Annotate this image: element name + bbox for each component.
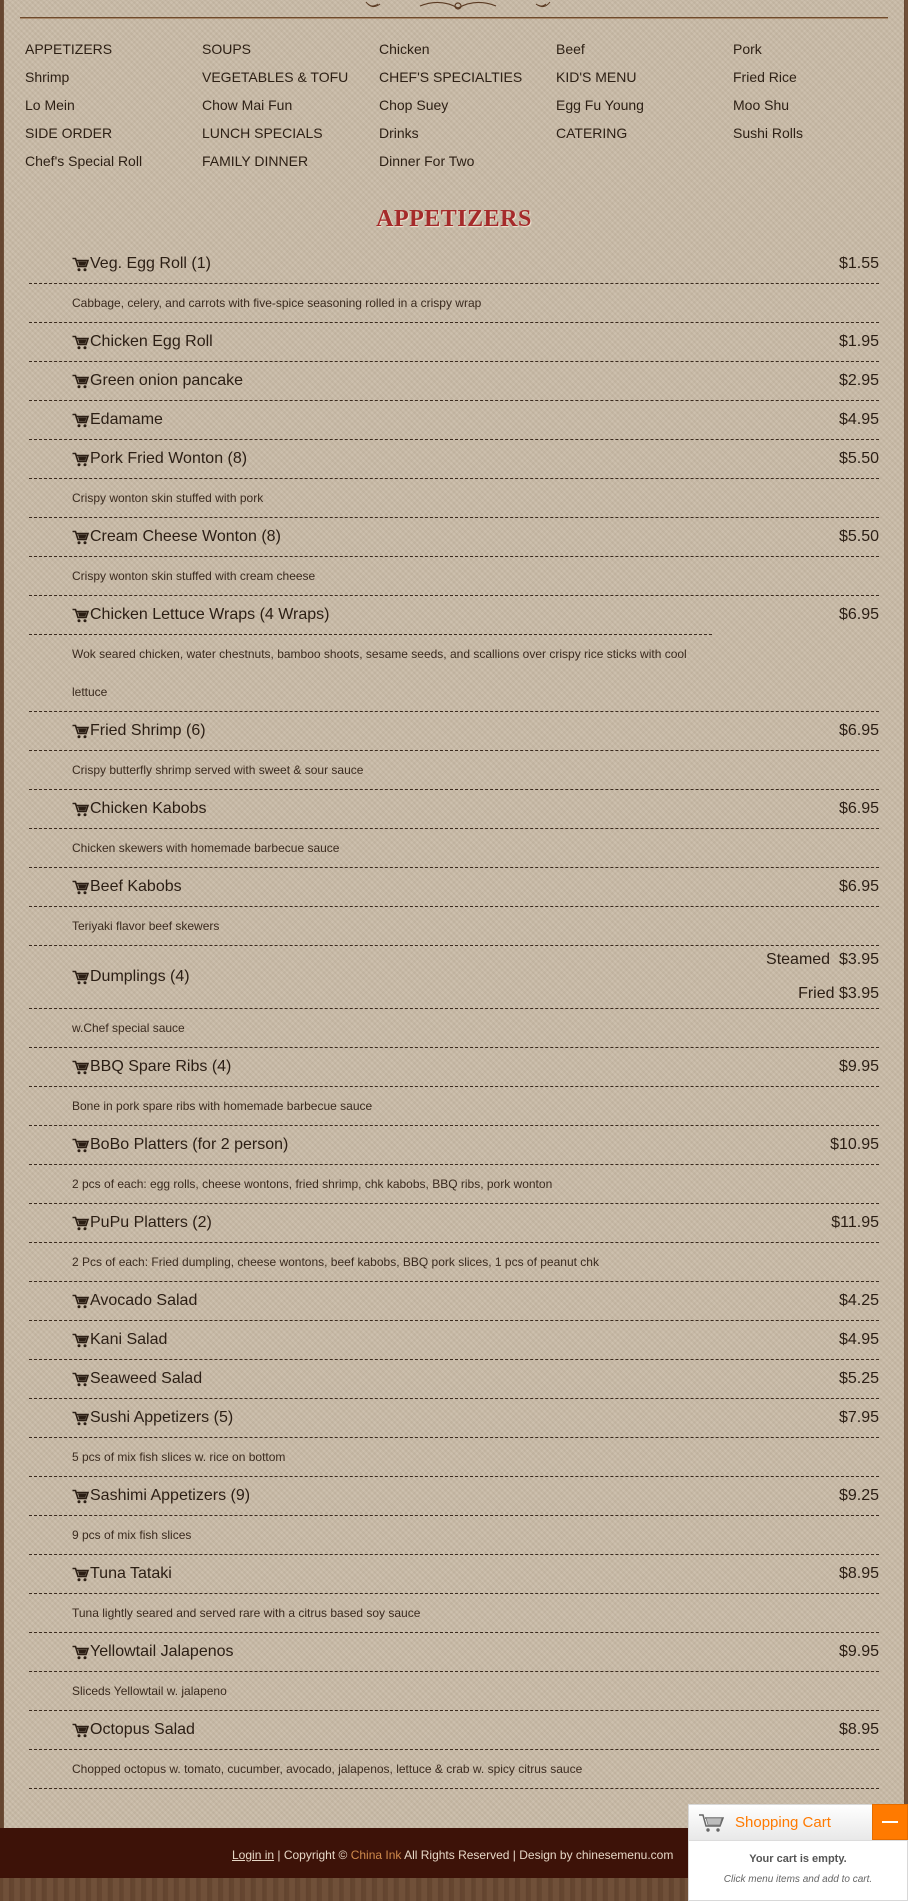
menu-item-name-text[interactable]: Seaweed Salad — [90, 1370, 203, 1387]
menu-item-row[interactable] — [29, 1126, 879, 1164]
menu-item-price: $9.25 — [838, 1487, 879, 1504]
menu-item — [29, 362, 879, 401]
menu-item-row[interactable] — [29, 401, 879, 439]
menu-item-row[interactable] — [29, 1048, 879, 1086]
nav-link[interactable]: Chow Mai Fun — [202, 97, 293, 113]
menu-item — [29, 1321, 879, 1360]
menu-item-name[interactable] — [72, 372, 243, 390]
menu-item — [29, 790, 879, 868]
cart-icon[interactable] — [72, 1645, 89, 1660]
menu-item — [29, 1399, 879, 1477]
menu-item-price: $4.25 — [838, 1292, 879, 1309]
menu-item-price: $5.25 — [838, 1370, 879, 1387]
footer-text — [232, 1848, 673, 1862]
menu-item-description: Crispy butterfly shrimp served with sweet & sour sauce — [29, 750, 879, 789]
menu-item-name-text[interactable]: Yellowtail Jalapenos — [90, 1643, 234, 1660]
rights-text: All Rights Reserved | Design by chinesemenu.com — [401, 1848, 674, 1862]
copyright-text: | Copyright © — [274, 1848, 351, 1862]
menu-item-name-text[interactable]: Fried Shrimp (6) — [90, 722, 206, 739]
menu-item-row[interactable] — [29, 1399, 879, 1437]
nav-link[interactable]: Chicken — [379, 41, 430, 57]
menu-item-price: $8.95 — [838, 1565, 879, 1582]
menu-item — [29, 245, 879, 323]
menu-item-name[interactable] — [72, 968, 190, 986]
cart-icon[interactable] — [72, 1723, 89, 1738]
menu-item — [29, 1282, 879, 1321]
nav-link[interactable]: SIDE ORDER — [25, 125, 113, 141]
menu-item-row[interactable] — [29, 440, 879, 478]
menu-item-name-text[interactable]: BBQ Spare Ribs (4) — [90, 1058, 232, 1075]
menu-item — [29, 1633, 879, 1711]
menu-item — [29, 440, 879, 518]
menu-item-row[interactable] — [29, 1633, 879, 1671]
nav-link[interactable]: SOUPS — [202, 41, 252, 57]
menu-item-description: Cabbage, celery, and carrots with five-spice seasoning rolled in a crispy wrap — [29, 283, 879, 322]
menu-item — [29, 323, 879, 362]
nav-link[interactable]: Beef — [556, 41, 585, 57]
cart-icon[interactable] — [72, 335, 89, 350]
menu-item-price: $7.95 — [838, 1409, 879, 1426]
menu-item-name[interactable] — [72, 528, 281, 546]
cart-icon[interactable] — [72, 374, 89, 389]
cart-icon[interactable] — [72, 530, 89, 545]
menu-item-row[interactable] — [29, 362, 879, 400]
menu-item-name[interactable] — [72, 878, 182, 896]
menu-item — [29, 712, 879, 790]
cart-icon[interactable] — [72, 1411, 89, 1426]
cart-icon[interactable] — [72, 413, 89, 428]
nav-link[interactable]: Pork — [733, 41, 762, 57]
menu-item-row[interactable] — [29, 1321, 879, 1359]
nav-link[interactable]: Shrimp — [25, 69, 70, 85]
menu-item-price: $2.95 — [838, 372, 879, 389]
menu-item-price: $6.95 — [838, 878, 879, 895]
nav-link[interactable]: Chef's Special Roll — [25, 153, 143, 169]
cart-icon[interactable] — [72, 1138, 89, 1153]
menu-item-description: Crispy wonton skin stuffed with pork — [29, 478, 879, 517]
nav-link[interactable]: APPETIZERS — [25, 41, 113, 57]
cart-icon[interactable] — [72, 608, 89, 623]
menu-item-name[interactable] — [72, 606, 330, 624]
menu-item-name-text[interactable]: Sushi Appetizers (5) — [90, 1409, 234, 1426]
menu-item-row[interactable] — [29, 245, 879, 283]
nav-link[interactable]: VEGETABLES & TOFU — [202, 69, 349, 85]
price-option[interactable]: Fried $3.95 — [798, 985, 879, 1002]
menu-item-name-text[interactable]: Sashimi Appetizers (9) — [90, 1487, 251, 1504]
menu-item-name-text[interactable]: Octopus Salad — [90, 1721, 195, 1738]
menu-item-name-text[interactable]: Cream Cheese Wonton (8) — [90, 528, 281, 545]
menu-item — [29, 1204, 879, 1282]
nav-link[interactable]: Dinner For Two — [379, 153, 475, 169]
cart-title: Shopping Cart — [735, 1814, 831, 1831]
menu-item — [29, 1048, 879, 1126]
menu-item-description: w.Chef special sauce — [29, 1008, 879, 1047]
cart-empty-text: Your cart is empty. — [749, 1853, 847, 1865]
menu-item-name-text[interactable]: Kani Salad — [90, 1331, 168, 1348]
ornament-divider-icon — [360, 0, 556, 12]
nav-link[interactable]: KID'S MENU — [556, 69, 637, 85]
menu-item-name[interactable] — [72, 1565, 172, 1583]
menu-item-price: $6.95 — [838, 800, 879, 817]
cart-icon[interactable] — [72, 452, 89, 467]
cart-icon[interactable] — [72, 1489, 89, 1504]
menu-item — [29, 868, 879, 946]
menu-item-row[interactable] — [29, 1360, 879, 1398]
nav-link[interactable]: Sushi Rolls — [733, 125, 804, 141]
menu-item-description: Tuna lightly seared and served rare with a citrus based soy sauce — [29, 1593, 879, 1632]
cart-icon[interactable] — [72, 257, 89, 272]
menu-item-description: Crispy wonton skin stuffed with cream cheese — [29, 556, 879, 595]
menu-item-name[interactable] — [72, 1409, 233, 1427]
menu-item-price: $4.95 — [838, 411, 879, 428]
cart-icon[interactable] — [72, 1333, 89, 1348]
menu-item-row[interactable] — [29, 323, 879, 361]
nav-link[interactable]: LUNCH SPECIALS — [202, 125, 323, 141]
menu-item-row[interactable] — [29, 1204, 879, 1242]
cart-icon[interactable] — [72, 1372, 89, 1387]
menu-item-name-text[interactable]: Avocado Salad — [90, 1292, 198, 1309]
menu-item-name-text[interactable]: BoBo Platters (for 2 person) — [90, 1136, 289, 1153]
menu-item-name[interactable] — [72, 1331, 167, 1349]
menu-item-name[interactable] — [72, 1487, 250, 1505]
menu-item-row[interactable] — [29, 1711, 879, 1749]
menu-item-row[interactable] — [29, 518, 879, 556]
menu-item-price: $6.95 — [838, 722, 879, 739]
nav-link[interactable]: Moo Shu — [733, 97, 790, 113]
menu-item-name-text[interactable]: Dumplings (4) — [90, 968, 190, 985]
menu-item-name[interactable] — [72, 722, 206, 740]
price-options — [766, 946, 879, 1008]
menu-item-price: $5.50 — [838, 450, 879, 467]
menu-item-name[interactable] — [72, 1643, 234, 1661]
category-nav — [25, 40, 895, 170]
menu-item — [29, 401, 879, 440]
menu-item-name-text[interactable]: Chicken Kabobs — [90, 800, 207, 817]
menu-item — [29, 1126, 879, 1204]
menu-item-name-text[interactable]: Veg. Egg Roll (1) — [90, 255, 211, 272]
nav-link[interactable]: Chop Suey — [379, 97, 449, 113]
cart-hint-text: Click menu items and add to cart. — [723, 1874, 873, 1885]
menu-item-row[interactable] — [29, 1555, 879, 1593]
menu-item-description: Chicken skewers with homemade barbecue sauce — [29, 828, 879, 867]
minimize-icon[interactable] — [872, 1804, 908, 1840]
nav-link[interactable]: FAMILY DINNER — [202, 153, 309, 169]
cart-icon[interactable] — [72, 724, 89, 739]
login-link[interactable]: Login in — [232, 1848, 275, 1862]
menu-item-price: $6.95 — [838, 606, 879, 623]
menu-item-price: $10.95 — [830, 1136, 879, 1153]
menu-item-row[interactable] — [29, 1282, 879, 1320]
menu-item-price: $1.95 — [838, 333, 879, 350]
menu-item-name-text[interactable]: Edamame — [90, 411, 163, 428]
menu-item-name[interactable] — [72, 411, 163, 429]
menu-item-name[interactable] — [72, 1292, 197, 1310]
menu-item-row[interactable] — [29, 596, 879, 634]
shopping-cart-widget — [688, 1804, 908, 1901]
menu-item-description: 9 pcs of mix fish slices — [29, 1515, 879, 1554]
header-rule — [20, 17, 888, 19]
menu-item-name[interactable] — [72, 1136, 288, 1154]
menu-item-description: 2 Pcs of each: Fried dumpling, cheese wontons, beef kabobs, BBQ pork slices, 1 pcs of peanut chk — [29, 1242, 879, 1281]
nav-link[interactable]: Drinks — [379, 125, 419, 141]
cart-icon[interactable] — [72, 1216, 89, 1231]
nav-link[interactable]: CHEF'S SPECIALTIES — [379, 69, 523, 85]
menu-item-name[interactable] — [72, 800, 207, 818]
menu-item-price: $9.95 — [838, 1058, 879, 1075]
menu-item-description: Chopped octopus w. tomato, cucumber, avocado, jalapenos, lettuce & crab w. spicy citrus sauce — [29, 1749, 879, 1788]
menu-item-price: $8.95 — [838, 1721, 879, 1738]
menu-item-name-text[interactable]: PuPu Platters (2) — [90, 1214, 212, 1231]
nav-link[interactable]: Fried Rice — [733, 69, 797, 85]
menu-item-description: 2 pcs of each: egg rolls, cheese wontons, fried shrimp, chk kabobs, BBQ ribs, pork wonton — [29, 1164, 879, 1203]
menu-item — [29, 596, 879, 712]
cart-icon[interactable] — [72, 880, 89, 895]
menu-item-name-text[interactable]: Tuna Tataki — [90, 1565, 172, 1582]
nav-link[interactable]: CATERING — [556, 125, 628, 141]
price-option[interactable]: Steamed $3.95 — [766, 951, 879, 968]
menu-item-price: $5.50 — [838, 528, 879, 545]
cart-icon[interactable] — [72, 1060, 89, 1075]
menu-item — [29, 1360, 879, 1399]
menu-item-price: $9.95 — [838, 1643, 879, 1660]
cart-icon[interactable] — [72, 1294, 89, 1309]
menu-item-row[interactable] — [29, 1477, 879, 1515]
nav-link[interactable]: Lo Mein — [25, 97, 75, 113]
section-title: APPETIZERS — [376, 206, 532, 232]
menu-item-description: Wok seared chicken, water chestnuts, bamboo shoots, sesame seeds, and scallions over crispy rice sticks with cool lettuce — [29, 634, 712, 711]
menu-item-price: $1.55 — [838, 255, 879, 272]
menu-item-name-text[interactable]: Chicken Egg Roll — [90, 333, 213, 350]
basket-icon — [698, 1813, 726, 1833]
menu-item-description: Sliceds Yellowtail w. jalapeno — [29, 1671, 879, 1710]
nav-link[interactable]: Egg Fu Young — [556, 97, 644, 113]
menu-item-name[interactable] — [72, 1721, 195, 1739]
menu-item-row[interactable] — [29, 946, 879, 1008]
menu-item-name[interactable] — [72, 1370, 202, 1388]
menu-item-name-text[interactable]: Pork Fried Wonton (8) — [90, 450, 248, 467]
menu-item-row[interactable] — [29, 868, 879, 906]
menu-item-row[interactable] — [29, 790, 879, 828]
menu-item-description: 5 pcs of mix fish slices w. rice on bottom — [29, 1437, 879, 1476]
menu-item-price: $4.95 — [838, 1331, 879, 1348]
menu-item — [29, 946, 879, 1048]
menu-item-name[interactable] — [72, 333, 213, 351]
menu-item-name[interactable] — [72, 1058, 231, 1076]
menu-item-name-text[interactable]: Green onion pancake — [90, 372, 243, 389]
menu-item-row[interactable] — [29, 712, 879, 750]
menu-item-name[interactable] — [72, 255, 211, 273]
menu-item-description: Bone in pork spare ribs with homemade barbecue sauce — [29, 1086, 879, 1125]
menu-item-name-text[interactable]: Chicken Lettuce Wraps (4 Wraps) — [90, 606, 330, 623]
menu-item — [29, 1711, 879, 1789]
menu-item-name-text[interactable]: Beef Kabobs — [90, 878, 182, 895]
menu-item — [29, 1555, 879, 1633]
brand-link[interactable]: China Ink — [350, 1848, 402, 1862]
cart-header[interactable] — [689, 1805, 907, 1841]
cart-icon[interactable] — [72, 802, 89, 817]
menu-item-list — [29, 245, 879, 1789]
menu-item — [29, 1477, 879, 1555]
menu-item-description: Teriyaki flavor beef skewers — [29, 906, 879, 945]
menu-item-price: $11.95 — [831, 1214, 879, 1231]
cart-icon[interactable] — [72, 970, 89, 985]
menu-item — [29, 518, 879, 596]
cart-icon[interactable] — [72, 1567, 89, 1582]
menu-item-name[interactable] — [72, 1214, 212, 1232]
menu-item-name[interactable] — [72, 450, 247, 468]
